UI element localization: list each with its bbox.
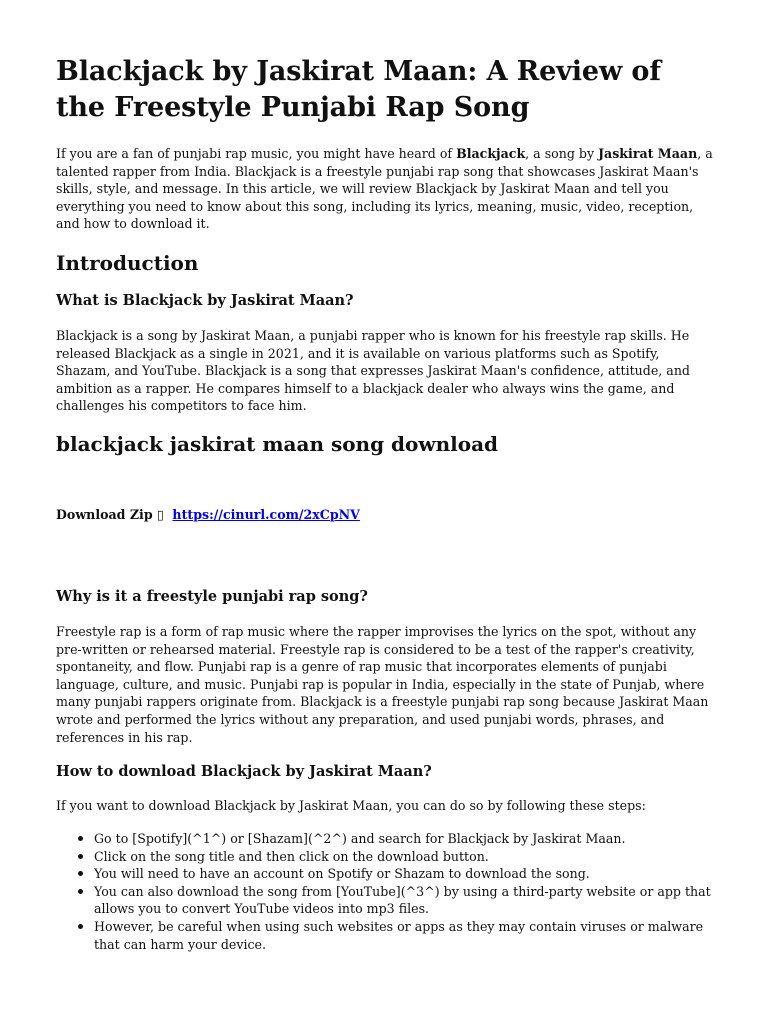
what-is-paragraph: Blackjack is a song by Jaskirat Maan, a punjabi rapper who is known for his freestyle rap skills. He released Blackjack as a single in 2021, and it is available on various platforms such as Spotify, Shazam, and YouTube. Blackjack is a song that expresses Jaskirat Maan's confidence, attitude, and ambition as a rapper. He compares himself to a blackjack dealer who always wins the game, and challenges his competitors to face him. (56, 328, 690, 414)
intro-bold-artist: Jaskirat Maan (598, 146, 698, 161)
intro-text-2: , a song by (525, 146, 599, 161)
heading-what-is: What is Blackjack by Jaskirat Maan? (56, 292, 354, 309)
intro-text-3: , a talented rapper from India. Blackjack is a freestyle punjabi rap song that showcases Jaskirat Maan's skills, style, and message. In this article, we will review Blackjack by Jaskirat Maan and tell you everything you need to know about this song, including its lyrics, meaning, music, video, reception, and how to download it. (56, 146, 713, 232)
how-to-download-paragraph: If you want to download Blackjack by Jaskirat Maan, you can do so by following these steps: (56, 798, 646, 813)
list-item: Click on the song title and then click on the download button. (94, 848, 716, 866)
list-item: You will need to have an account on Spotify or Shazam to download the song. (94, 865, 716, 883)
page-title: Blackjack by Jaskirat Maan: A Review of the Freestyle Punjabi Rap Song (56, 56, 661, 123)
intro-paragraph (56, 145, 716, 233)
list-item: However, be careful when using such websites or apps as they may contain viruses or malware that can harm your device. (94, 918, 716, 953)
download-steps-list (56, 830, 716, 953)
why-freestyle-paragraph: Freestyle rap is a form of rap music where the rapper improvises the lyrics on the spot, without any pre-written or rehearsed material. Freestyle rap is considered to be a test of the rapper's creativity, spontaneity, and flow. Punjabi rap is a genre of rap music that incorporates elements of punjabi language, culture, and music. Punjabi rap is popular in India, especially in the state of Punjab, where many punjabi rappers originate from. Blackjack is a freestyle punjabi rap song because Jaskirat Maan wrote and performed the lyrics without any preparation, and used punjabi words, phrases, and references in his rap. (56, 624, 709, 745)
list-item: You can also download the song from [YouTube](^3^) by using a third-party website or app that allows you to convert YouTube videos into mp3 files. (94, 883, 716, 918)
heading-how-to-download: How to download Blackjack by Jaskirat Maan? (56, 763, 432, 780)
download-line (56, 506, 360, 523)
pointer-icon: ▯ (157, 507, 164, 522)
download-link[interactable]: https://cinurl.com/2xCpNV (172, 507, 360, 522)
section-heading-download: blackjack jaskirat maan song download (56, 432, 499, 456)
list-item: Go to [Spotify](^1^) or [Shazam](^2^) and search for Blackjack by Jaskirat Maan. (94, 830, 716, 848)
intro-bold-song: Blackjack (456, 146, 526, 161)
section-heading-introduction: Introduction (56, 251, 199, 275)
heading-why-freestyle: Why is it a freestyle punjabi rap song? (56, 588, 368, 605)
intro-text-1: If you are a fan of punjabi rap music, you might have heard of (56, 146, 457, 161)
download-label: Download Zip (56, 507, 153, 522)
